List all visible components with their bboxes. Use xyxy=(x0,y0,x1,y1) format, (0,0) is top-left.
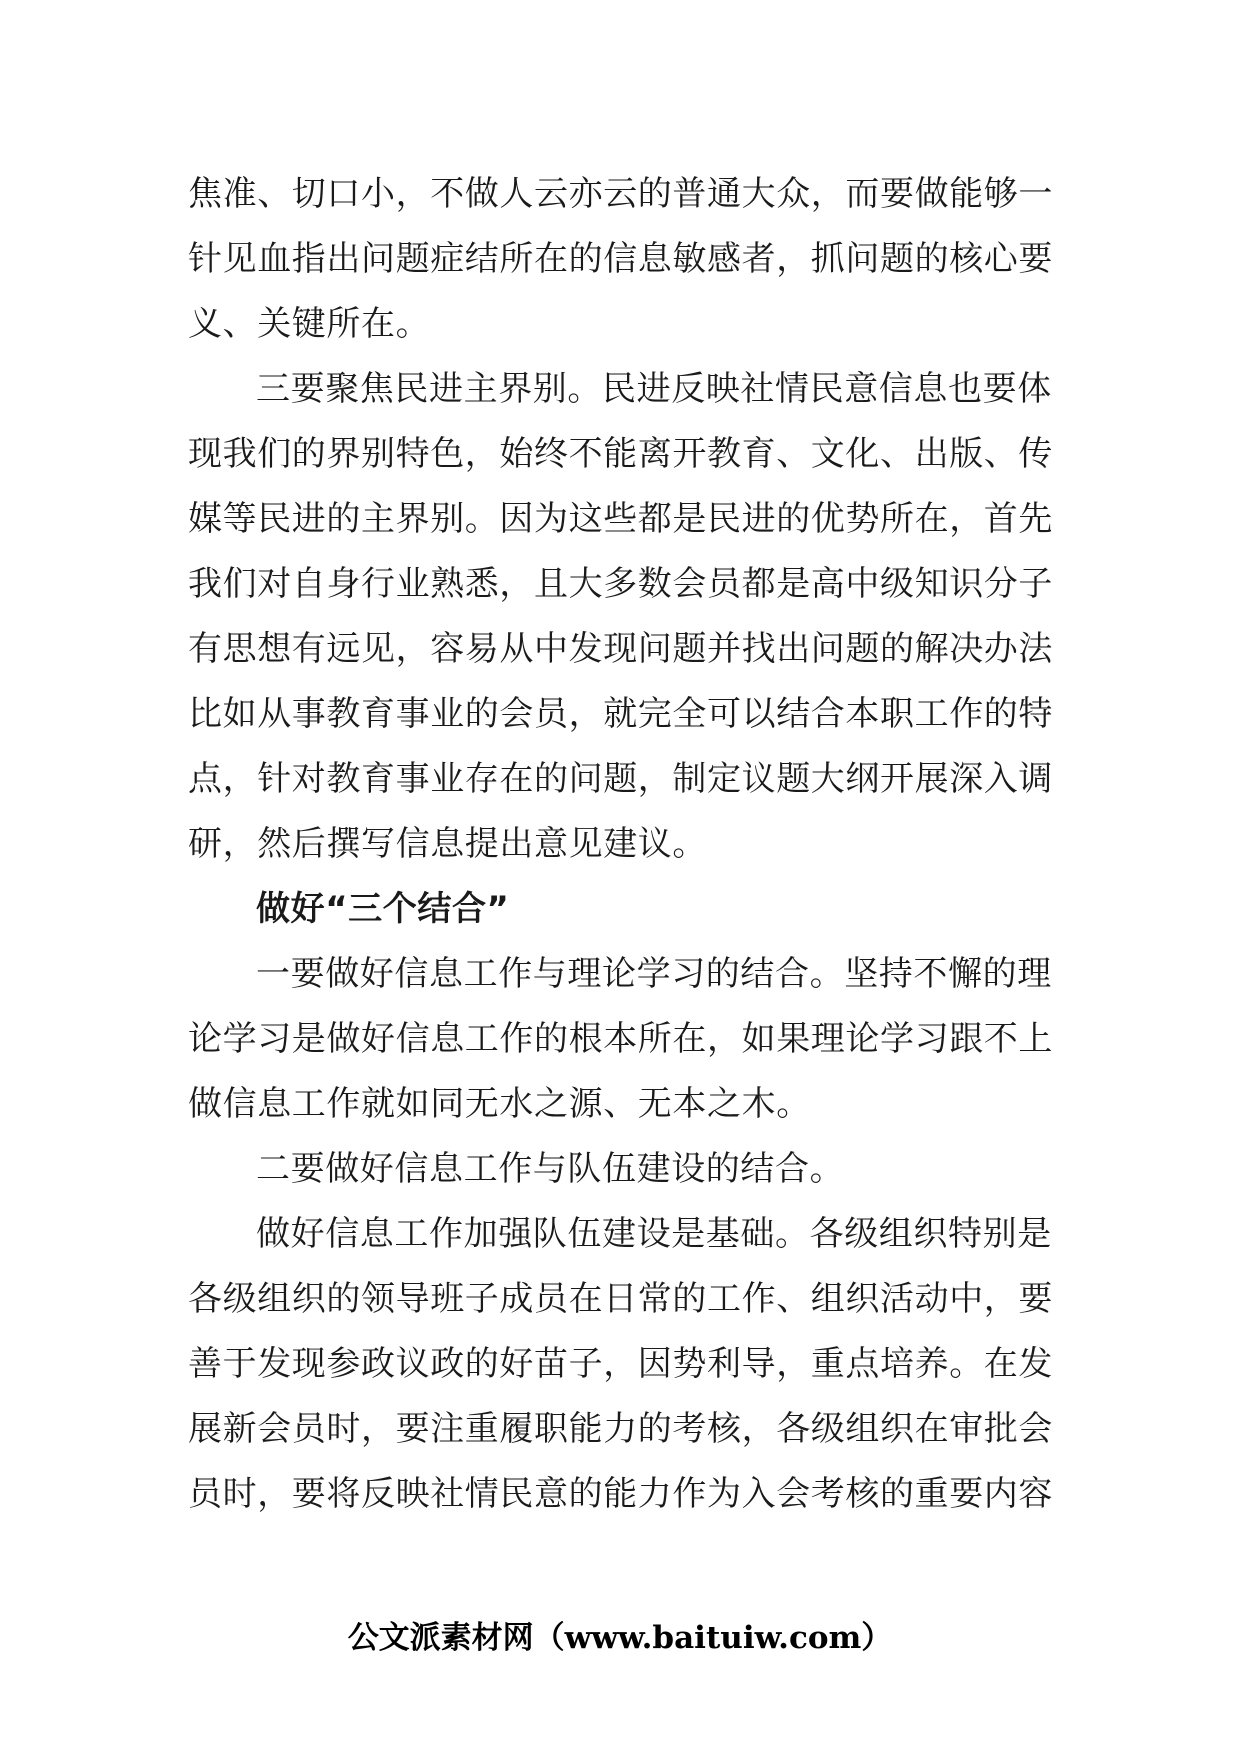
section-heading: 做好“三个结合” xyxy=(256,889,510,929)
text-line: 做好信息工作加强队伍建设是基础。各级组织特别是 xyxy=(256,1214,1052,1254)
text-line: 一要做好信息工作与理论学习的结合。坚持不懈的理 xyxy=(256,954,1052,994)
text-line: 我们对自身行业熟悉，且大多数会员都是高中级知识分子 xyxy=(188,564,1053,604)
text-line: 二要做好信息工作与队伍建设的结合。 xyxy=(256,1149,845,1189)
text-line: 研，然后撰写信息提出意见建议。 xyxy=(188,824,707,864)
document-body xyxy=(188,162,1056,1527)
footer-watermark: 公文派素材网（www.baituiw.com） xyxy=(347,1620,893,1656)
text-line: 现我们的界别特色，始终不能离开教育、文化、出版、传 xyxy=(188,434,1053,474)
text-line: 员时，要将反映社情民意的能力作为入会考核的重要内容 xyxy=(188,1474,1053,1514)
text-line: 论学习是做好信息工作的根本所在，如果理论学习跟不上 xyxy=(188,1019,1053,1059)
text-line: 展新会员时，要注重履职能力的考核，各级组织在审批会 xyxy=(188,1409,1053,1449)
text-line: 媒等民进的主界别。因为这些都是民进的优势所在，首先 xyxy=(188,499,1053,539)
text-line: 各级组织的领导班子成员在日常的工作、组织活动中，要 xyxy=(188,1279,1053,1319)
text-line: 点，针对教育事业存在的问题，制定议题大纲开展深入调 xyxy=(188,759,1053,799)
text-line: 善于发现参政议政的好苗子，因势利导，重点培养。在发 xyxy=(188,1344,1053,1384)
text-line: 义、关键所在。 xyxy=(188,304,431,344)
text-line: 有思想有远见，容易从中发现问题并找出问题的解决办法 xyxy=(188,629,1053,669)
text-line: 焦准、切口小，不做人云亦云的普通大众，而要做能够一 xyxy=(188,174,1053,214)
text-line: 做信息工作就如同无水之源、无本之木。 xyxy=(188,1084,811,1124)
text-line: 三要聚焦民进主界别。民进反映社情民意信息也要体 xyxy=(256,369,1052,409)
text-line: 比如从事教育事业的会员，就完全可以结合本职工作的特 xyxy=(188,694,1053,734)
text-line: 针见血指出问题症结所在的信息敏感者，抓问题的核心要 xyxy=(188,239,1053,279)
